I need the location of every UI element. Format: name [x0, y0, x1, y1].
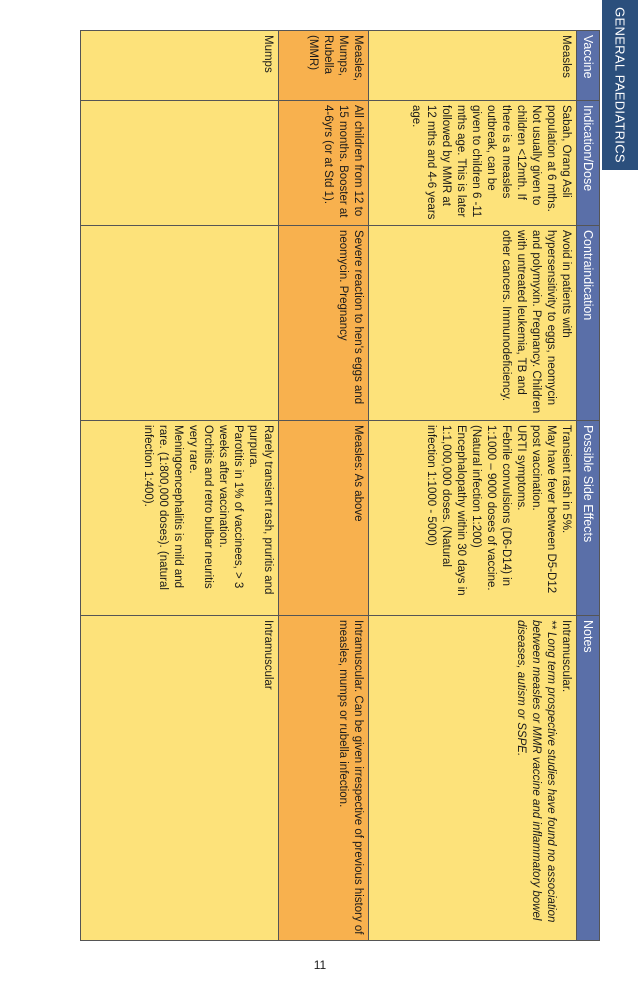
side-effect-item: Parotitis in 1% of vaccinees, > 3 weeks after vaccination. [216, 425, 244, 589]
side-effect-item: Meningoencephalitis is mild and rare. (1:800,000 doses). (natural infection 1:400). [142, 425, 185, 590]
table-container [80, 30, 600, 940]
side-effect-item: Measles: As above [351, 425, 364, 522]
table-header-row [576, 31, 599, 941]
notes-text: Intramuscular. [559, 620, 572, 693]
side-effect-item: Febrile convulsions (D6-D14) in 1:1000 – 9000 doses of vaccine. (Natural infection 1:200) [470, 425, 512, 591]
notes-italic-text: ** Long term prospective studies have found no association between measles or MMR vaccine and inflammatory bowel diseases, autism or SSPE. [514, 620, 557, 923]
contraindication-cell: Severe reaction to hen's eggs and neomycin. Pregnancy [278, 226, 368, 421]
indication-cell: All children from 12 to 15 months. Booster at 4-6yrs (or at Std 1). [278, 101, 368, 226]
side-effects-cell [81, 421, 279, 616]
vaccine-table [80, 30, 600, 941]
rotated-page-content [80, 30, 600, 940]
indication-cell [81, 101, 279, 226]
side-effects-cell [278, 421, 368, 616]
side-effect-item: URTI symptoms. [514, 425, 527, 511]
section-tab-label: GENERAL PAEDIATRICS [612, 7, 628, 163]
header-side-effects: Possible Side Effects [576, 421, 599, 616]
contraindication-cell: Avoid in patients with hypersensitivity to eggs, neomycin and polymyxin. Pregnancy. Children with untreated leukemia, TB and other cancers. Immunodeficiency. [368, 226, 576, 421]
side-effects-cell [368, 421, 576, 616]
vaccine-cell: Mumps [81, 31, 279, 101]
notes-text: Intramuscular. Can be given irrespective of previous history of measles, mumps or rubella infection. [336, 620, 364, 935]
header-contraindication: Contraindication [576, 226, 599, 421]
side-effect-item: Rarely transient rash, pruritis and purpura. [246, 425, 274, 595]
section-tab [602, 0, 638, 170]
vaccine-cell: Measles, Mumps, Rubella (MMR) [278, 31, 368, 101]
side-effect-item: Orchitis and retro bulbar neuritis very rare. [187, 425, 214, 589]
vaccine-cell: Measles [368, 31, 576, 101]
notes-cell [81, 616, 279, 941]
contraindication-cell [81, 226, 279, 421]
side-effect-item: May have fever between D5-D12 post vaccination. [529, 425, 557, 594]
table-row [368, 31, 576, 941]
notes-cell [278, 616, 368, 941]
header-indication: Indication/Dose [576, 101, 599, 226]
table-row [81, 31, 279, 941]
side-effect-item: Encephalopathy within 30 days in 1:1,000,000 doses. (Natural infection 1:1000 - 5000) [425, 425, 468, 596]
header-notes: Notes [576, 616, 599, 941]
notes-cell [368, 616, 576, 941]
side-effect-item: Transient rash in 5%. [559, 425, 572, 534]
indication-cell: Sabah, Orang Asli population at 6 mths. Not usually given to children <12mth. If there is a measles outbreak, can be given to children 6 -11 mths age. This is later followed by MMR at 12 mths and 4-6 years age. [368, 101, 576, 226]
notes-text: Intramuscular [261, 620, 274, 690]
table-row [278, 31, 368, 941]
page-number: 11 [313, 958, 327, 972]
header-vaccine: Vaccine [576, 31, 599, 101]
